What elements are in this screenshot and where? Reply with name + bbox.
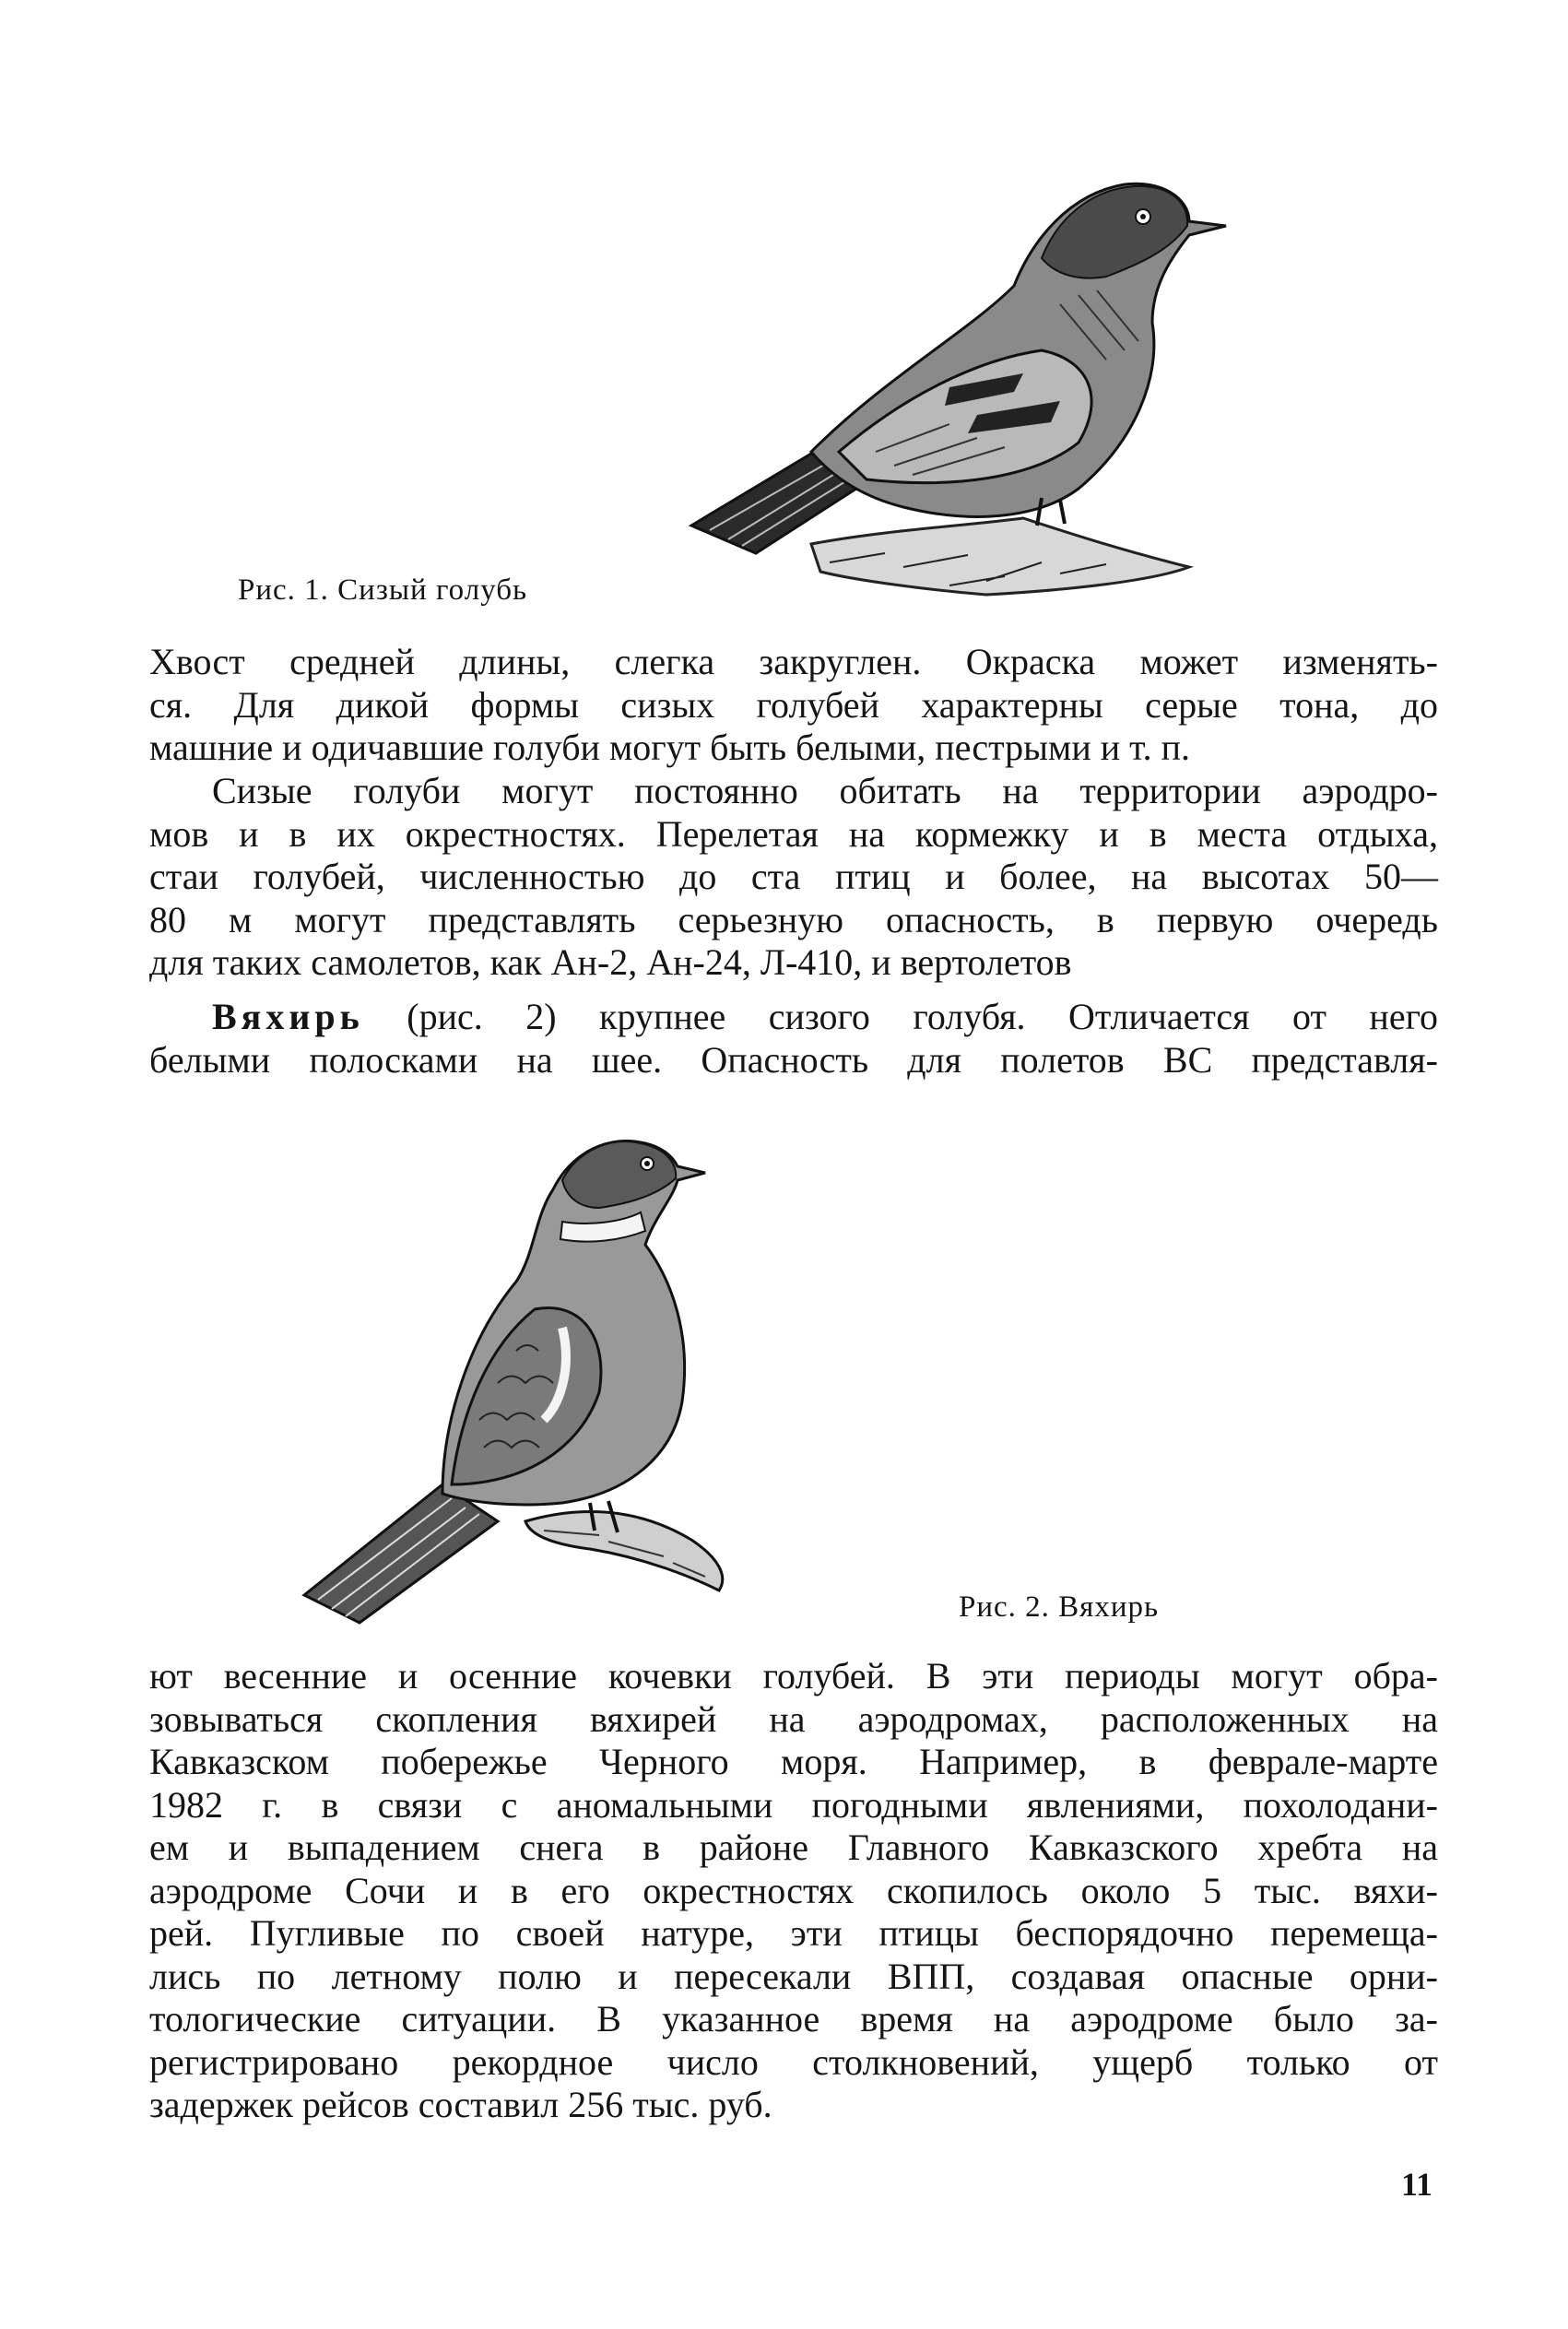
text-line: Сизые голуби могут постоянно обитать на территории аэродро- <box>212 770 1438 811</box>
text-line: мов и в их окрестностях. Перелетая на кормежку и в места отдыха, <box>149 812 1438 855</box>
wood-pigeon-illustration <box>286 1116 802 1632</box>
text-line <box>149 996 1438 1039</box>
text-line: лись по летному полю и пересекали ВПП, создавая опасные орни- <box>149 1955 1438 1997</box>
paragraph-3 <box>149 996 1438 1082</box>
text-line: стаи голубей, численностью до ста птиц и более, на высотах 50— <box>149 856 1438 897</box>
text-line: тологические ситуации. В указанное время на аэродроме было за- <box>149 1998 1438 2039</box>
figure-2-caption: Рис. 2. Вяхирь <box>959 1590 1160 1624</box>
text-line-rest: (рис. 2) крупнее сизого голубя. Отличается от него <box>363 996 1438 1037</box>
text-line: 80 м могут представлять серьезную опасность, в первую очередь <box>149 898 1438 940</box>
text-line: аэродроме Сочи и в его окрестностях скопилось около 5 тыс. вяхи- <box>149 1869 1438 1911</box>
text-line: Кавказском побережье Черного моря. Например, в феврале-марте <box>149 1741 1438 1782</box>
paragraph-1 <box>149 641 1438 770</box>
page-number: 11 <box>1401 2166 1433 2203</box>
text-line: зовываться скопления вяхирей на аэродромах, расположенных на <box>149 1697 1438 1740</box>
text-line: 1982 г. в связи с аномальными погодными явлениями, похолодани- <box>149 1783 1438 1826</box>
figure-1-caption: Рис. 1. Сизый голубь <box>238 573 528 607</box>
term-vyakhir: Вяхирь <box>212 996 364 1037</box>
paragraph-2 <box>149 770 1438 985</box>
text-line: ют весенние и осенние кочевки голубей. В эти периоды могут обра- <box>149 1655 1438 1697</box>
text-line: машние и одичавшие голуби могут быть белыми, пестрыми и т. п. <box>149 727 1191 768</box>
text-line: Хвост средней длины, слегка закруглен. Окраска может изменять- <box>149 641 1438 682</box>
rock-pigeon-illustration <box>673 175 1244 627</box>
paragraph-4 <box>149 1655 1438 2127</box>
text-line: для таких самолетов, как Ан-2, Ан-24, Л-410, и вертолетов <box>149 941 1072 983</box>
text-line: рей. Пугливые по своей натуре, эти птицы беспорядочно перемеща- <box>149 1912 1438 1954</box>
text-line: ся. Для дикой формы сизых голубей характерны серые тона, до <box>149 683 1438 726</box>
text-line: задержек рейсов составил 256 тыс. руб. <box>149 2084 772 2125</box>
text-line: белыми полосками на шее. Опасность для полетов ВС представля- <box>149 1038 1438 1081</box>
text-line: ем и выпадением снега в районе Главного Кавказского хребта на <box>149 1827 1438 1868</box>
text-line: регистрировано рекордное число столкновений, ущерб только от <box>149 2040 1438 2083</box>
